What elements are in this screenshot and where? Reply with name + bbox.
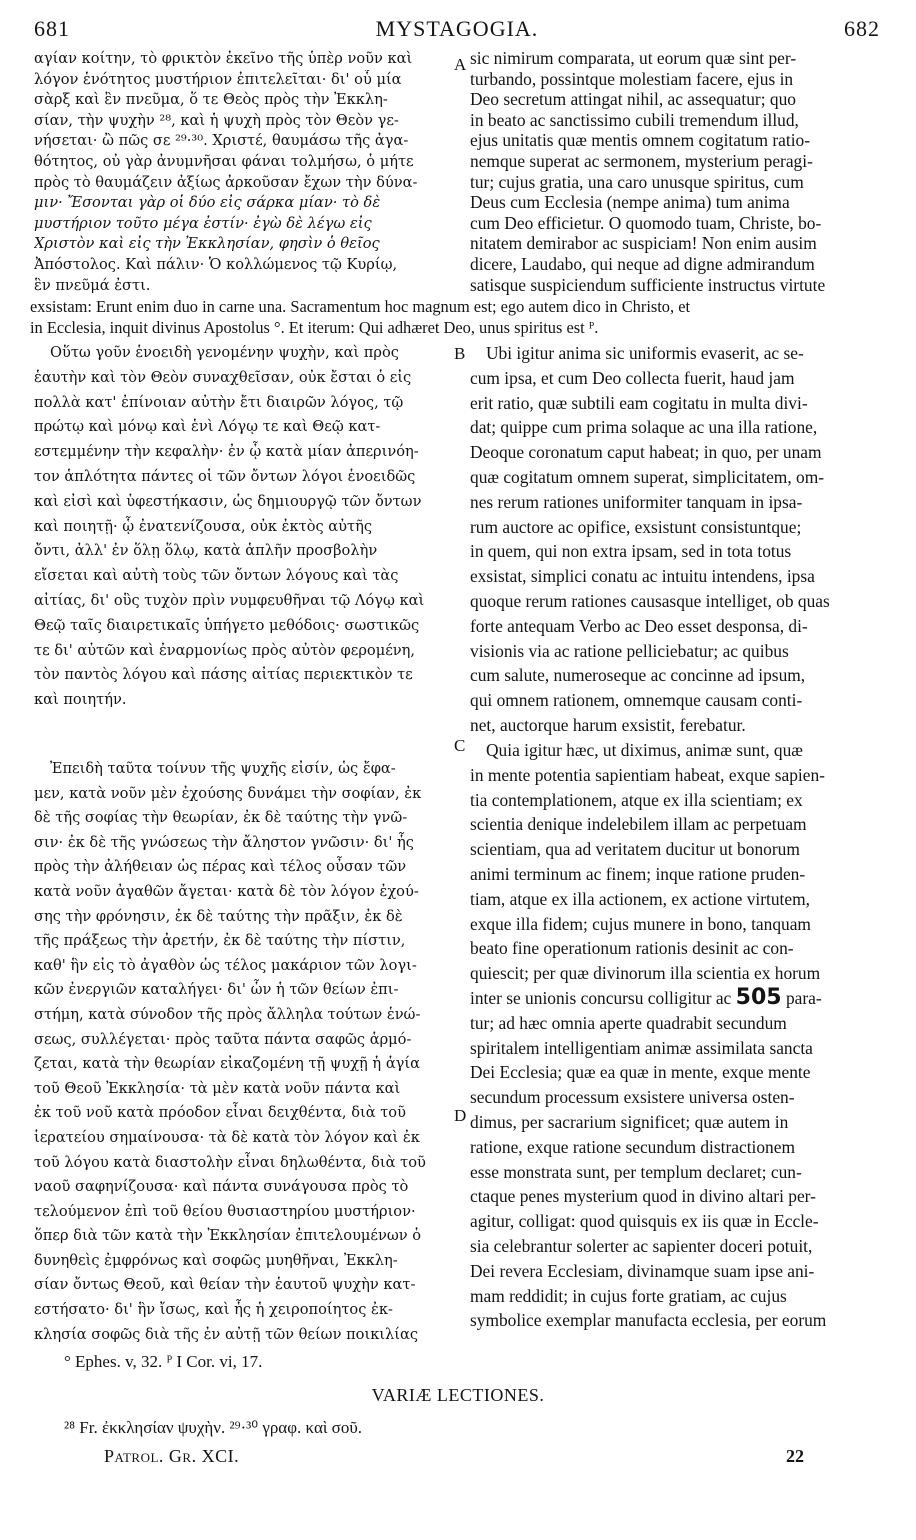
text-line: Deus cum Ecclesia (nempe anima) tum anima xyxy=(470,192,790,213)
text-line: Dei Ecclesia; quæ ea quæ in mente, exque mente xyxy=(470,1062,811,1083)
text-line: τὸν παντὸς λόγου καὶ πάσης αἰτίας περιεκτικὸν τε xyxy=(34,666,413,684)
text-line: Deo secretum attingat nihil, ac assequatur; quo xyxy=(470,89,796,110)
text-line: ἐκ τοῦ νοῦ κατὰ πρόοδον εἶναι δειχθέντα, διὰ τοῦ xyxy=(34,1104,406,1122)
text-line: sic nimirum comparata, ut eorum quæ sint per- xyxy=(470,48,797,68)
text-line: εστεμμένην τὴν κεφαλὴν· ἐν ᾧ κατὰ μίαν ἀπερινόη- xyxy=(34,443,419,461)
text-line xyxy=(470,986,882,1011)
left-page-number: 681 xyxy=(34,16,70,41)
text-line: Ἐπειδὴ ταῦτα τοίνυν τῆς ψυχῆς εἰσίν, ὡς ἔφα- xyxy=(50,760,396,777)
text-line: δυνηθεὶς ἐμφρόνως καὶ σοφῶς μυηθῆναι, Ἐκκλη- xyxy=(34,1251,398,1269)
margin-letter-b: B xyxy=(454,344,466,363)
text-line: nes rerum rationes uniformiter tanquam in ipsa- xyxy=(470,491,803,512)
text-line: Χριστὸν καὶ εἰς τὴν Ἐκκλησίαν, φησὶν ὁ θεῖος xyxy=(34,235,380,253)
text-line: ratione, exque ratione secundum distractionem xyxy=(470,1136,795,1157)
text-line: tur; ad hæc omnia aperte quadrabit secundum xyxy=(470,1012,787,1033)
text-line: rum auctore ac opifice, exsistunt consistuntque; xyxy=(470,516,802,537)
text-line: λόγον ἑνότητος μυστήριον ἐπιτελεῖται· δι' οὗ μία xyxy=(34,70,402,88)
text-line: Dei revera Ecclesiam, divinamque suam ipse ani- xyxy=(470,1260,815,1281)
text-line: Ubi igitur anima sic uniformis evaserit, ac se- xyxy=(486,343,804,363)
text-line: sia celebrantur solerter ac sapienter doceri potuit, xyxy=(470,1235,813,1256)
text-line: σιν· ἐκ δὲ τῆς γνώσεως τὴν ἄληστον γνῶσιν· δι' ἧς xyxy=(34,833,414,851)
text-line: Deoque coronatum caput habeat; in quo, per unam xyxy=(470,442,822,463)
text-line: secundum processum exsistere universa osten- xyxy=(470,1087,795,1108)
text-line: καθ' ἣν εἰς τὸ ἀγαθὸν ὡς τέλος μακάριον τῶν λογι- xyxy=(34,956,417,974)
text-line: ἱερατείου σημαίνουσα· τὰ δὲ κατὰ τὸν λόγον καὶ ἐκ xyxy=(34,1128,420,1146)
text-line: dicere, Laudabo, qui neque ad digne admirandum xyxy=(470,253,815,274)
margin-letter-a: A xyxy=(454,55,467,74)
text-line: Quia igitur hæc, ut diximus, animæ sunt, quæ xyxy=(486,740,803,760)
text-line: ctaque penes mysterium quod in divino altari per- xyxy=(470,1186,816,1207)
greek-block-2 xyxy=(34,341,452,713)
text-line: mam reddidit; in cujus forte gratiam, ac cujus xyxy=(470,1285,787,1306)
text-line: ζεται, κατὰ τὴν θεωρίαν εἰκαζομένη τῇ ψυχῇ ἡ ἁγία xyxy=(34,1055,420,1073)
greek-block-3 xyxy=(34,757,452,1347)
footer-sheet-number: 22 xyxy=(786,1446,804,1466)
text-line: μιν· Ἔσονται γὰρ οἱ δύο εἰς σάρκα μίαν· τὸ δὲ xyxy=(34,194,381,212)
text-line: σίαν, τὴν ψυχὴν ²⁸, καὶ ἡ ψυχὴ πρὸς τὸν Θεὸν γε- xyxy=(34,111,399,129)
text-line: εἴσεται καὶ αὐτὴ τοὺς τῶν ὄντων λόγους καὶ τὰς xyxy=(34,567,399,585)
text-line: τελούμενον ἐπὶ τοῦ θείου θυσιαστηρίου μυστήριον· xyxy=(34,1202,416,1220)
text-line: καὶ ποιητήν. xyxy=(34,691,127,709)
text-line: dimus, per sacrarium significet; quæ autem in xyxy=(470,1111,789,1132)
text-line: πολλὰ κατ' ἐπίνοιαν αὐτὴν ἔτι διαιρῶν λόγος, τῷ xyxy=(34,393,404,411)
text-line: satisque suspiciendum sufficiente instructus virtute xyxy=(470,274,826,295)
text-line: qui omnem rationem, omnemque causam conti- xyxy=(470,690,803,711)
text-line: πρὸς τὸ θαυμάζειν ἀξίως ἀρκοῦσαν ἔχων τὴν δύνα- xyxy=(34,173,418,191)
text-line: Θεῷ ταῖς διαιρετικαῖς ὑπήγετο μεθόδοις· σωστικῶς xyxy=(34,616,420,634)
latin-block-3 xyxy=(470,738,882,1333)
text-line: erit ratio, quæ subtili eam cogitatu in multa divi- xyxy=(470,392,808,413)
text-line: ἓν πνεῦμά ἐστι. xyxy=(34,276,151,294)
greek-block-1 xyxy=(34,49,452,296)
text-line: μυστήριον τοῦτο μέγα ἐστίν· ἐγὼ δὲ λέγω εἰς xyxy=(34,214,372,232)
text-line: ναοῦ σαφηνίζουσα· καὶ πάντα συνάγουσα πρὸς τὸ xyxy=(34,1178,409,1196)
text-line: τῆς πράξεως τὴν ἀρετήν, ἐκ δὲ ταύτης τὴν πίστιν, xyxy=(34,932,406,950)
text-line: στήμη, κατὰ σύνοδον τῆς πρὸς ἄλληλα τούτων ἑνώ- xyxy=(34,1005,421,1023)
text-line: quiescit; per quæ divinorum illa scientia ex horum xyxy=(470,963,821,984)
text-line: καὶ ποιητῇ· ᾧ ἐνατενίζουσα, οὐκ ἐκτὸς αὐτῆς xyxy=(34,517,373,535)
text-line: tia contemplationem, atque ex illa scientiam; ex xyxy=(470,789,803,810)
text-line: Ἀπόστολος. Καὶ πάλιν· Ὁ κολλώμενος τῷ Κυρίῳ, xyxy=(34,255,398,273)
text-line: in mente potentia sapientiam habeat, exque sapien- xyxy=(470,764,825,785)
text-line: σίαν ὄντως Θεοῦ, καὶ θείαν τὴν ἑαυτοῦ ψυχὴν κατ- xyxy=(34,1276,416,1294)
text-line: κῶν ἐνεργιῶν καταλήγει· δι' ὧν ἡ τῶν θείων ἐπι- xyxy=(34,981,399,999)
page-header xyxy=(34,16,880,44)
text-line: exsistat, simplici conatu ac intuitu intendens, ipsa xyxy=(470,566,815,587)
text-line: cum ipsa, et cum Deo collecta fuerit, haud jam xyxy=(470,367,795,388)
text-line: visionis via ac ratione pelliciebatur; ac quibus xyxy=(470,640,789,661)
variant-reading-line: ²⁸ Fr. ἐκκλησίαν ψυχὴν. ²⁹·³⁰ γραφ. καὶ σοῦ. xyxy=(64,1418,363,1437)
text-line: dat; quippe cum prima solaque ac una illa ratione, xyxy=(470,417,818,438)
full-width-line-1: exsistam: Erunt enim duo in carne una. Sacramentum hoc magnum est; ego autem dico in Christo, et xyxy=(30,297,691,316)
text-line: spiritalem intelligentiam animæ assimilata sancta xyxy=(470,1037,813,1058)
text-line: θότητος, οὐ γὰρ ἀνυμνῆσαι φάναι τολμήσω, ὁ μήτε xyxy=(34,152,414,170)
line-continuation: para- xyxy=(785,987,822,1008)
text-line: τον ἁπλότητα πάντες οἱ τῶν ὄντων λόγοι ἑνοειδῶς xyxy=(34,467,416,485)
variae-lectiones-heading: VARIÆ LECTIONES. xyxy=(371,1385,545,1405)
text-line: agitur, colligat: quod quisquis ex iis quæ in Eccle- xyxy=(470,1211,819,1232)
text-line: symbolice exemplar manufacta ecclesia, per eorum xyxy=(470,1310,827,1331)
text-line: δὲ τῆς σοφίας τὴν θεωρίαν, ἐκ δὲ ταύτης τὴν γνῶ- xyxy=(34,809,408,827)
text-line: ὅπερ διὰ τῶν κατὰ τὴν Ἐκκλησίαν ἐπιτελουμένων ὁ xyxy=(34,1227,422,1245)
text-line: καὶ εἰσὶ καὶ ὑφεστήκασιν, ὡς δημιουργῷ τῶν ὄντων xyxy=(34,492,422,510)
footnote-references: ° Ephes. v, 32. ᴾ I Cor. vi, 17. xyxy=(64,1352,263,1371)
text-line: exque illa fidem; cujus munere in bono, tanquam xyxy=(470,913,811,934)
text-line: scientiam, qua ad veritatem ducitur ut bonorum xyxy=(470,839,800,860)
text-line: quoque rerum rationes causasque intelliget, ob quas xyxy=(470,590,830,611)
right-page-number: 682 xyxy=(844,16,880,41)
margin-letter-d: D xyxy=(454,1106,467,1125)
text-line: in beato ac sanctissimo cubili tremendum illud, xyxy=(470,109,799,130)
latin-block-1 xyxy=(470,48,882,295)
text-line: κλησία σοφῶς διὰ τῆς ἐν αὐτῇ τῶν θείων ποικιλίας xyxy=(34,1325,419,1343)
text-line: beato fine operationum rationis desinit ac con- xyxy=(470,938,794,959)
text-line: tiam, atque ex illa actionem, ex actione virtutem, xyxy=(470,888,810,909)
text-line: κατὰ νοῦν ἀγαθῶν ἄγεται· κατὰ δὲ τὸν λόγον ἐχού- xyxy=(34,882,419,900)
text-line: σεως, συλλέγεται· πρὸς ταῦτα πάντα σαφῶς ἁρμό- xyxy=(34,1030,412,1048)
text-line: ὄντι, ἀλλ' ἐν ὅλῃ ὅλῳ, κατὰ ἁπλῆν προσβολὴν xyxy=(34,542,378,560)
text-line: μεν, κατὰ νοῦν μὲν ἐχούσης δυνάμει τὴν σοφίαν, ἐκ xyxy=(34,784,422,802)
text-line: scientia denique indelebilem illam ac perpetuam xyxy=(470,814,807,835)
text-line: cum salute, numeroseque ac concinne ad ipsum, xyxy=(470,665,806,686)
footer-series: Patrol. Gr. XCI. xyxy=(104,1446,240,1466)
text-line: σης τὴν φρόνησιν, ἐκ δὲ ταύτης τὴν πρᾶξιν, ἐκ δὲ xyxy=(34,907,403,925)
running-title: MYSTAGOGIA. xyxy=(375,16,539,41)
margin-letter-c: C xyxy=(454,736,466,755)
text-line: εστήσατο· δι' ἣν ἴσως, καὶ ἧς ἡ χειροποίητος ἐκ- xyxy=(34,1301,393,1319)
full-width-line-2: in Ecclesia, inquit divinus Apostolus °. Et iterum: Qui adhæret Deo, unus spiritus est ᴾ. xyxy=(30,318,599,337)
text-line: αγίαν κοίτην, τὸ φρικτὸν ἐκεῖνο τῆς ὑπὲρ νοῦν καὶ xyxy=(34,50,413,67)
text-line: quæ cogitatum omnem superat, simplicitatem, om- xyxy=(470,466,825,487)
text-line: net, auctorque harum exsistit, ferebatur. xyxy=(470,714,746,735)
text-line: σὰρξ καὶ ἓν πνεῦμα, ὅ τε Θεὸς πρὸς τὴν Ἐκκλη- xyxy=(34,91,388,109)
text-line: nitatem demirabor ac suspiciam! Non enim ausim xyxy=(470,233,817,254)
text-line: τοῦ Θεοῦ Ἐκκλησία· τὰ μὲν κατὰ νοῦν πάντα καὶ xyxy=(34,1079,401,1097)
text-line: turbando, possintque molestiam facere, ejus in xyxy=(470,68,794,89)
column-number: 505 xyxy=(735,985,782,1010)
text-line: animi terminum ac finem; inque ratione pruden- xyxy=(470,863,806,884)
text-line: forte antequam Verbo ac Deo esset desponsa, di- xyxy=(470,615,808,636)
text-line: Οὕτω γοῦν ἑνοειδὴ γενομένην ψυχὴν, καὶ πρὸς xyxy=(50,344,399,361)
text-line: τε δι' αὐτῶν καὶ ἐναρμονίως πρὸς αὐτὸν φερομένη, xyxy=(34,641,416,659)
text-line: ἑαυτὴν καὶ τὸν Θεὸν συναχθεῖσαν, οὐκ ἔσται ὁ εἰς xyxy=(34,368,412,386)
text-line: πρὸς τὴν ἀλήθειαν ὡς πέρας καὶ τέλος οὖσαν τῶν xyxy=(34,858,407,876)
text-line: esse monstrata sunt, per templum declaret; cun- xyxy=(470,1161,802,1182)
line-text: inter se unionis concursu colligitur ac xyxy=(470,987,732,1008)
text-line: nemque superat ac sermonem, mysterium peragi- xyxy=(470,150,813,171)
text-line: αἰτίας, δι' οὓς τυχὸν πρὶν νυμφευθῆναι τῷ Λόγῳ καὶ xyxy=(34,591,425,609)
text-line: πρώτῳ καὶ μόνῳ καὶ ἑνὶ Λόγῳ τε καὶ Θεῷ κατ- xyxy=(34,418,381,436)
text-line: tur; cujus gratia, una caro unusque spiritus, cum xyxy=(470,171,804,192)
text-line: cum Deo efficietur. O quomodo tuam, Christe, bo- xyxy=(470,212,822,233)
latin-block-2 xyxy=(470,341,882,738)
text-line: in quem, qui non extra ipsam, sed in tota totus xyxy=(470,541,792,562)
text-line: νήσεται· ὢ πῶς σε ²⁹·³⁰. Χριστέ, θαυμάσω τῆς ἀγα- xyxy=(34,132,409,150)
text-line: ejus unitatis quæ mentis omnem cogitatum ratio- xyxy=(470,130,811,151)
text-line: τοῦ λόγου κατὰ διαστολὴν εἶναι δηλωθέντα, διὰ τοῦ xyxy=(34,1153,426,1171)
